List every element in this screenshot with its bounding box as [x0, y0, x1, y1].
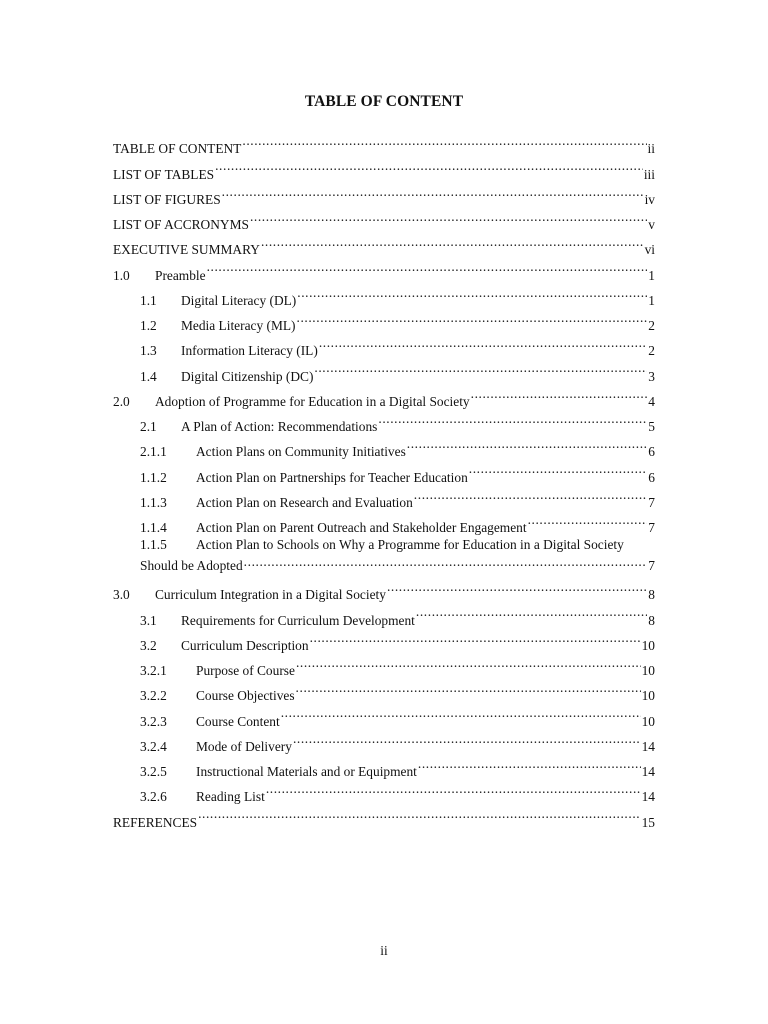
toc-entry-page: 14 — [641, 764, 655, 779]
toc-entry-3-2-2[interactable] — [113, 675, 655, 704]
toc-entry-executive-summary[interactable] — [113, 229, 655, 258]
toc-entry-1-1-5[interactable] — [113, 532, 655, 573]
dot-leader — [280, 700, 641, 725]
toc-entry-number: 3.2.3 — [140, 713, 167, 729]
toc-entry-number: 1.3 — [140, 343, 157, 359]
dot-leader — [468, 456, 648, 481]
toc-entry-page: 14 — [641, 738, 655, 754]
toc-entry-1-0[interactable] — [113, 254, 655, 283]
toc-entry-label: Course Content — [196, 713, 280, 729]
toc-entry-label: Course Objectives — [196, 688, 295, 704]
dot-leader — [296, 305, 648, 330]
toc-entry-page: iii — [643, 166, 655, 182]
toc-entry-page: 7 — [648, 520, 655, 535]
toc-entry-1-1-3[interactable] — [113, 482, 655, 510]
toc-entry-list-of-accronyms[interactable] — [113, 204, 655, 232]
toc-entry-number: 2.1.1 — [140, 444, 167, 460]
toc-entry-label: Adoption of Programme for Education in a Digital Society — [155, 393, 470, 409]
dot-leader — [309, 625, 641, 650]
toc-entry-number: 3.1 — [140, 612, 157, 628]
toc-entry-number: 3.2.5 — [140, 764, 167, 779]
toc-entry-page: 7 — [648, 558, 655, 573]
dot-leader — [295, 650, 641, 675]
toc-entry-label: Mode of Delivery — [196, 738, 292, 754]
dot-leader — [527, 507, 648, 532]
dot-leader — [470, 381, 648, 406]
toc-entry-label: Purpose of Course — [196, 663, 295, 678]
toc-entry-label: Action Plan on Research and Evaluation — [196, 494, 413, 510]
toc-entry-number: 2.1 — [140, 419, 157, 434]
toc-entry-page: 10 — [641, 663, 655, 678]
toc-entry-label: LIST OF ACCRONYMS — [113, 217, 249, 232]
toc-entry-number: 1.4 — [140, 368, 157, 384]
toc-entry-1-1-4[interactable] — [113, 507, 655, 535]
toc-entry-page: 6 — [648, 469, 655, 485]
toc-entry-number: 1.1.2 — [140, 469, 167, 485]
toc-entry-page: 10 — [641, 688, 655, 704]
toc-entry-number: 1.0 — [113, 267, 130, 283]
toc-entry-number: 3.2.1 — [140, 663, 167, 678]
toc-entry-page: 8 — [648, 587, 655, 603]
toc-entry-page: v — [648, 217, 655, 232]
toc-entry-label: REFERENCES — [113, 814, 198, 830]
toc-entry-3-2-6[interactable] — [113, 776, 655, 805]
toc-entry-number: 1.1.5 — [140, 537, 167, 552]
toc-entry-label: Media Literacy (ML) — [181, 318, 296, 333]
toc-entry-label: A Plan of Action: Recommendations — [181, 419, 378, 434]
toc-entry-label: Curriculum Description — [181, 637, 309, 653]
page-title: TABLE OF CONTENT — [304, 93, 464, 110]
toc-entry-label: Information Literacy (IL) — [181, 343, 318, 359]
dot-leader — [214, 153, 643, 178]
toc-entry-page: 7 — [648, 494, 655, 510]
toc-entry-label: Action Plans on Community Initiatives — [196, 444, 406, 460]
toc-entry-number: 3.2.6 — [140, 789, 167, 805]
dot-leader — [406, 431, 648, 456]
dot-leader — [413, 482, 648, 507]
toc-entry-number: 1.1 — [140, 292, 157, 308]
dot-leader — [241, 128, 646, 153]
page-number-footer: ii — [380, 943, 388, 958]
toc-entry-number: 1.2 — [140, 318, 157, 333]
toc-entry-3-2[interactable] — [113, 625, 655, 653]
toc-entry-3-2-1[interactable] — [113, 650, 655, 678]
toc-entry-page: 1 — [648, 267, 655, 283]
toc-entry-number: 1.1.4 — [140, 520, 167, 535]
toc-entry-page: 2 — [648, 343, 655, 359]
dot-leader — [295, 675, 641, 700]
toc-entry-label: Action Plan on Partnerships for Teacher Education — [196, 469, 468, 485]
toc-entry-label: EXECUTIVE SUMMARY — [113, 242, 260, 258]
toc-entry-page: vi — [644, 242, 655, 258]
toc-entry-page: 3 — [648, 368, 655, 384]
toc-entry-page: iv — [644, 191, 655, 207]
dot-leader — [197, 801, 641, 826]
toc-entry-number: 2.0 — [113, 393, 130, 409]
toc-entry-label: Digital Citizenship (DC) — [181, 368, 314, 384]
toc-entry-label: Reading List — [196, 789, 265, 805]
toc-entry-3-2-3[interactable] — [113, 700, 655, 729]
dot-leader — [377, 406, 647, 431]
toc-entry-3-0[interactable] — [113, 574, 655, 603]
toc-entry-page: 5 — [648, 419, 655, 434]
toc-entry-page: 6 — [648, 444, 655, 460]
toc-entry-number: 3.2.4 — [140, 738, 167, 754]
toc-entry-label: Preamble — [155, 267, 206, 283]
toc-entry-page: 10 — [641, 713, 655, 729]
dot-leader — [417, 751, 641, 776]
toc-entry-1-3[interactable] — [113, 330, 655, 359]
toc-entry-page: 10 — [641, 637, 655, 653]
toc-entry-1-1[interactable] — [113, 280, 655, 308]
toc-entry-label: LIST OF TABLES — [113, 166, 215, 182]
toc-entry-2-1-1[interactable] — [113, 431, 655, 460]
toc-entry-3-2-4[interactable] — [113, 726, 655, 754]
toc-entry-1-1-2[interactable] — [113, 456, 655, 485]
toc-entry-list-of-figures[interactable] — [113, 179, 655, 207]
dot-leader — [386, 574, 647, 599]
toc-entry-label-continued: Should be Adopted — [140, 558, 243, 573]
toc-entry-3-2-5[interactable] — [113, 751, 655, 779]
toc-entry-number: 3.0 — [113, 587, 130, 603]
toc-entry-3-1[interactable] — [113, 599, 655, 628]
toc-entry-page: 8 — [648, 612, 655, 628]
dot-leader — [260, 229, 644, 254]
dot-leader — [296, 280, 647, 305]
toc-entry-page: 1 — [648, 292, 655, 308]
toc-entry-list-of-tables[interactable] — [113, 153, 655, 182]
toc-entry-label: TABLE OF CONTENT — [113, 141, 242, 157]
toc-entry-2-0[interactable] — [113, 381, 655, 409]
toc-entry-number: 3.2 — [140, 637, 157, 653]
dot-leader — [249, 204, 647, 229]
dot-leader — [243, 553, 648, 570]
toc-entry-label: Curriculum Integration in a Digital Society — [155, 587, 386, 603]
toc-entry-page: 14 — [641, 789, 655, 805]
dot-leader — [318, 330, 647, 355]
toc-entry-label: Digital Literacy (DL) — [181, 292, 297, 308]
dot-leader — [415, 599, 647, 624]
toc-entry-1-4[interactable] — [113, 355, 655, 384]
toc-entry-table-of-content[interactable] — [113, 128, 655, 157]
table-of-contents — [113, 128, 655, 830]
toc-entry-label: Action Plan on Parent Outreach and Stakeholder Engagement — [196, 520, 527, 535]
toc-entry-label: Instructional Materials and or Equipment — [196, 764, 417, 779]
toc-entry-label: Requirements for Curriculum Development — [181, 612, 415, 628]
toc-entry-page: 2 — [648, 318, 655, 333]
toc-entry-label: Action Plan to Schools on Why a Programme for Education in a Digital Society — [196, 537, 624, 552]
toc-entry-references[interactable] — [113, 801, 655, 830]
toc-entry-2-1[interactable] — [113, 406, 655, 434]
toc-entry-label: LIST OF FIGURES — [113, 191, 221, 207]
toc-entry-1-2[interactable] — [113, 305, 655, 333]
toc-entry-number: 1.1.3 — [140, 494, 167, 510]
dot-leader — [292, 726, 641, 751]
toc-entry-page: ii — [647, 141, 655, 157]
dot-leader — [221, 179, 644, 204]
toc-entry-page: 4 — [648, 393, 655, 409]
toc-entry-page: 15 — [641, 814, 655, 830]
dot-leader — [265, 776, 641, 801]
toc-entry-number: 3.2.2 — [140, 688, 167, 704]
dot-leader — [206, 254, 648, 279]
dot-leader — [313, 355, 647, 380]
